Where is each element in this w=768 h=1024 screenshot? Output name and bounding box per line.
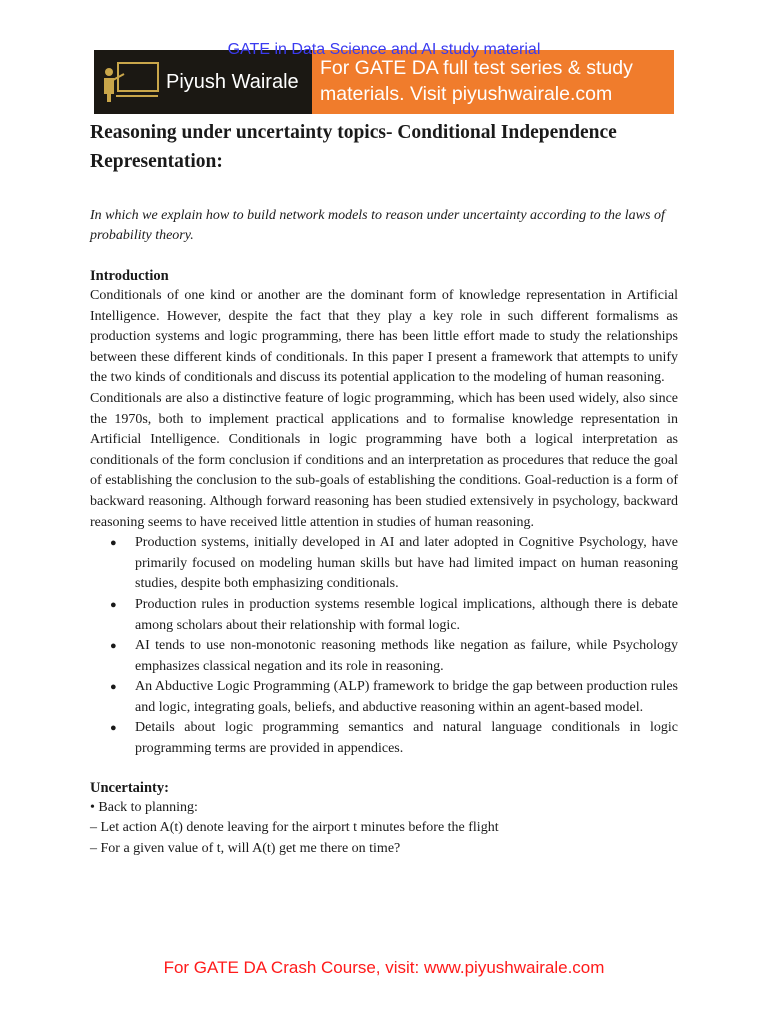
introduction-heading: Introduction bbox=[90, 268, 169, 284]
list-item-text: Production systems, initially developed in AI and later adopted in Cognitive Psychology, have primarily focused on modeling human skills but have had limited impact on human reasoning studies, despite both emphasizing conditionals. bbox=[135, 535, 678, 592]
footer-crash-course-link[interactable]: For GATE DA Crash Course, visit: www.piyushwairale.com bbox=[163, 958, 605, 977]
document-body bbox=[90, 118, 678, 859]
abstract: In which we explain how to build network models to reason under uncertainty according to the laws of probability theory. bbox=[90, 208, 665, 243]
document-title: Reasoning under uncertainty topics- Conditional Independence Representation: bbox=[90, 122, 617, 172]
bullet-icon: ● bbox=[110, 640, 117, 653]
key-points-list bbox=[90, 533, 678, 760]
list-item bbox=[110, 533, 678, 595]
intro-paragraph: Conditionals are also a distinctive feature of logic programming, which has been used widely, also since the 1970s, both to implement practical applications and to formalise knowledge representation in Artificial Intelligence. Conditionals in logic programming have both a logical interpretation as conditionals of the form conclusion if conditions and an interpretation as procedures that reduce the goal of establishing the conclusion to the sub-goals of establishing the conditions. Goal-reduction is a form of backward reasoning. Although forward reasoning has been studied extensively in psychology, backward reasoning seems to have received little attention in studies of human reasoning. bbox=[90, 390, 678, 530]
top-study-material-link[interactable]: GATE in Data Science and AI study material bbox=[227, 41, 541, 58]
promo-line-1: For GATE DA full test series & study bbox=[320, 57, 633, 79]
list-item-text: Details about logic programming semantics and natural language conditionals in logic programming terms are provided in appendices. bbox=[135, 720, 678, 757]
uncertainty-heading: Uncertainty: bbox=[90, 779, 169, 796]
uncertainty-line: – For a given value of t, will A(t) get me there on time? bbox=[90, 840, 401, 856]
list-item-text: AI tends to use non-monotonic reasoning methods like negation as failure, while Psychology emphasizes classical negation and its role in reasoning. bbox=[135, 638, 678, 674]
bullet-icon: ● bbox=[110, 598, 117, 611]
teacher-at-board-icon bbox=[100, 60, 160, 104]
brand-name: Piyush Wairale bbox=[166, 70, 299, 93]
bullet-icon: ● bbox=[110, 537, 117, 550]
bullet-icon: ● bbox=[110, 722, 117, 735]
uncertainty-line: • Back to planning: bbox=[90, 799, 198, 815]
list-item bbox=[110, 718, 678, 759]
intro-paragraph: Conditionals of one kind or another are the dominant form of knowledge representation in Artificial Intelligence. However, despite the fact that they play a key role in such different formalisms as production systems and logic programming, there has been little effort made to study the relationships between these different kinds of conditionals. In this paper I present a framework that attempts to unify the two kinds of conditionals and discuss its potential application to the modeling of human reasoning. bbox=[90, 288, 678, 386]
promo-line-2: materials. Visit piyushwairale.com bbox=[320, 83, 613, 105]
uncertainty-line: – Let action A(t) denote leaving for the airport t minutes before the flight bbox=[90, 820, 499, 836]
bullet-icon: ● bbox=[110, 681, 117, 694]
list-item bbox=[110, 595, 678, 636]
list-item-text: Production rules in production systems resemble logical implications, although there is debate among scholars about their relationship with formal logic. bbox=[135, 596, 678, 633]
list-item-text: An Abductive Logic Programming (ALP) framework to bridge the gap between production rules and logic, integrating goals, beliefs, and abductive reasoning within an agent-based model. bbox=[135, 679, 678, 715]
list-item bbox=[110, 636, 678, 677]
list-item bbox=[110, 677, 678, 718]
